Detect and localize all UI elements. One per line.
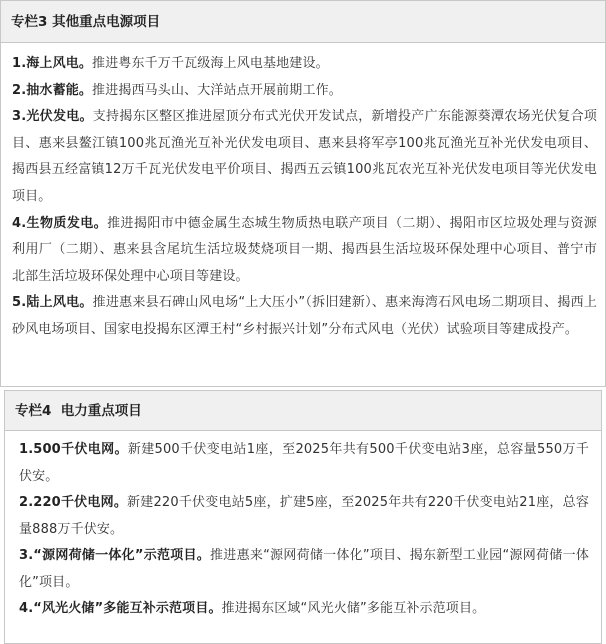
panel-title: 专栏4 电力重点项目 (5, 391, 601, 431)
item-lead: 2.抽水蓄能。 (12, 82, 93, 98)
list-item (12, 211, 597, 291)
item-lead: 1.500千伏电网。 (19, 442, 128, 457)
list-item (12, 51, 597, 78)
panel-power-key-projects (4, 390, 602, 644)
list-item (19, 596, 589, 623)
item-text: 推进揭阳市中德金属生态城生物质热电联产项目（二期）、揭阳市区垃圾处理与资源利用厂（二期）、惠来县含尾坑生活垃圾焚烧项目一期、揭西县生活垃圾环保处理中心项目、普宁市北部生活垃圾环保处理中心项目等建设。 (12, 215, 597, 284)
item-lead: 2.220千伏电网。 (19, 495, 128, 510)
item-text: 支持揭东区整区推进屋顶分布式光伏开发试点，新增投产广东能源葵潭农场光伏复合项目、惠来县鳌江镇100兆瓦渔光互补光伏发电项目、惠来县将军亭100兆瓦渔光互补光伏发电项目、揭西县五经富镇12万千瓦光伏发电平价项目、揭西五云镇100兆瓦农光互补光伏发电项目等光伏发电项目。 (12, 109, 597, 204)
item-lead: 3.“源网荷储一体化”示范项目。 (19, 548, 211, 563)
panel-body (1, 43, 605, 344)
item-lead: 3.光伏发电。 (12, 109, 93, 125)
list-item (12, 78, 597, 105)
item-lead: 5.陆上风电。 (12, 295, 93, 311)
item-text: 新建220千伏变电站5座，扩建5座，至2025年共有220千伏变电站21座，总容量888万千伏安。 (19, 495, 590, 537)
item-text: 推进惠来县石碑山风电场“上大压小”（拆旧建新）、惠来海湾石风电场二期项目、揭西上砂风电场项目、国家电投揭东区潭王村“乡村振兴计划”分布式风电（光伏）试验项目等建成投产。 (12, 295, 597, 337)
list-item (19, 490, 589, 543)
item-text: 推进揭东区域“风光火储”多能互补示范项目。 (221, 601, 486, 616)
item-lead: 4.生物质发电。 (12, 215, 108, 231)
item-text: 推进惠来“源网荷储一体化”项目、揭东新型工业园“源网荷储一体化”项目。 (19, 548, 589, 590)
item-lead: 1.海上风电。 (12, 56, 93, 71)
list-item (19, 437, 589, 490)
panel-title: 专栏3 其他重点电源项目 (1, 1, 605, 43)
list-item (12, 290, 597, 343)
item-text: 推进揭西马头山、大洋站点开展前期工作。 (92, 82, 342, 98)
item-text: 新建500千伏变电站1座，至2025年共有500千伏变电站3座，总容量550万千伏安。 (19, 442, 589, 484)
panel-body (5, 431, 601, 623)
item-lead: 4.“风光火储”多能互补示范项目。 (19, 601, 222, 616)
list-item (19, 543, 589, 596)
item-text: 推进粤东千万千瓦级海上风电基地建设。 (92, 56, 329, 71)
list-item (12, 104, 597, 210)
